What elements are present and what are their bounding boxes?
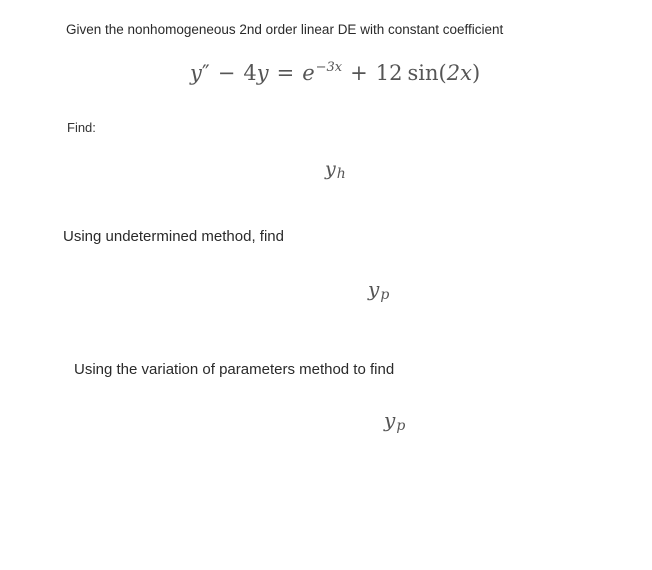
yp-symbol-undetermined — [368, 277, 390, 303]
yp-var: y — [368, 277, 380, 301]
yp-var-2: y — [384, 408, 396, 432]
equation-coef-4: 4 — [243, 61, 257, 85]
equation-y: y — [190, 61, 202, 85]
variation-of-parameters-text: Using the variation of parameters method to find — [74, 361, 395, 378]
undetermined-method-text: Using undetermined method, find — [63, 228, 284, 245]
equation-close-paren: ) — [471, 61, 481, 85]
equation-equals: = — [276, 61, 295, 85]
yh-symbol — [325, 158, 346, 182]
yh-sub: h — [336, 166, 346, 182]
equation-e: e — [302, 61, 315, 85]
equation-coef-12: 12 — [375, 61, 403, 85]
equation-sin: sin — [407, 61, 439, 85]
equation-plus: + — [350, 61, 368, 85]
equation-open-paren: ( — [438, 61, 447, 85]
yh-var: y — [325, 158, 336, 180]
yp-sub: p — [380, 287, 390, 303]
yp-symbol-variation — [384, 408, 406, 434]
differential-equation — [190, 60, 481, 85]
equation-y-term: y — [256, 61, 269, 85]
equation-double-prime: ″ — [201, 61, 210, 85]
yp-sub-2: p — [396, 418, 406, 434]
find-label: Find: — [67, 120, 96, 135]
equation-exponent: −3x — [315, 60, 343, 75]
equation-arg: 2x — [446, 61, 472, 85]
equation-minus: − — [217, 61, 236, 85]
problem-intro: Given the nonhomogeneous 2nd order linear DE with constant coefficient — [66, 22, 504, 37]
